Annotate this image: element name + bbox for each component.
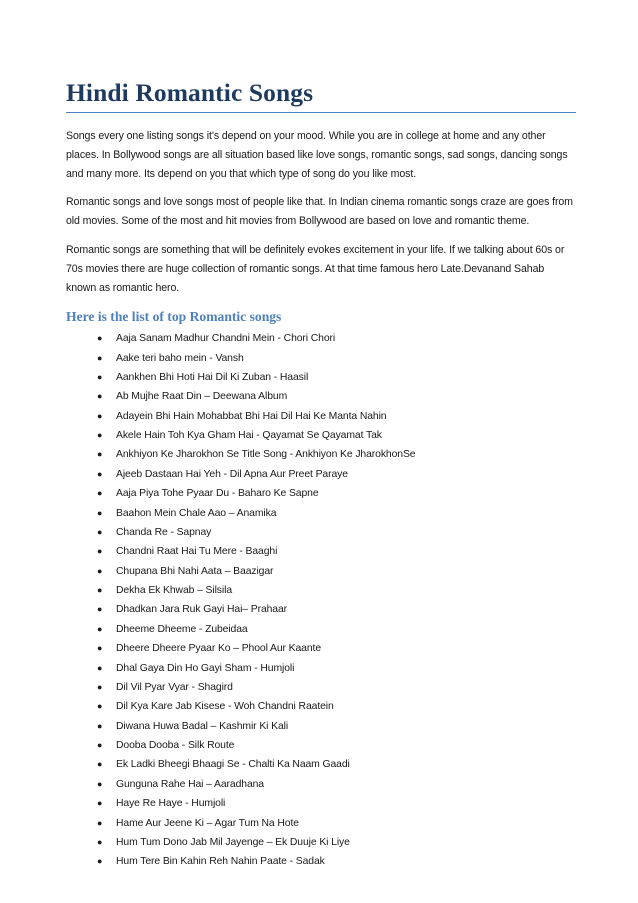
intro-paragraph-1: Songs every one listing songs it’s depend on your mood. While you are in college at home and any other places. In Bollywood songs are all situation based like love songs, romantic songs, sad songs, dancing songs and many more. Its depend on you that which type of song do you like most. (66, 129, 568, 180)
bullet-icon: ● (97, 643, 103, 654)
bullet-icon: ● (97, 430, 103, 441)
song-list (66, 329, 576, 872)
bullet-icon: ● (97, 410, 103, 421)
list-item (66, 639, 576, 658)
bullet-icon: ● (97, 391, 103, 402)
bullet-icon: ● (97, 507, 103, 518)
list-item (66, 465, 576, 484)
song-title: Hame Aur Jeene Ki – Agar Tum Na Hote (116, 817, 299, 829)
list-item (66, 581, 576, 600)
bullet-icon: ● (97, 526, 103, 537)
bullet-icon: ● (97, 662, 103, 673)
list-item (66, 678, 576, 697)
document-title: Hindi Romantic Songs (66, 78, 576, 113)
song-title: Baahon Mein Chale Aao – Anamika (116, 507, 277, 519)
song-title: Dhal Gaya Din Ho Gayi Sham - Humjoli (116, 662, 295, 674)
list-item (66, 600, 576, 619)
list-item (66, 620, 576, 639)
song-title: Haye Re Haye - Humjoli (116, 798, 226, 810)
song-title: Aaja Sanam Madhur Chandni Mein - Chori Chori (116, 333, 336, 345)
list-item (66, 814, 576, 833)
list-item (66, 407, 576, 426)
song-title: Ajeeb Dastaan Hai Yeh - Dil Apna Aur Preet Paraye (116, 468, 348, 480)
bullet-icon: ● (97, 720, 103, 731)
bullet-icon: ● (97, 759, 103, 770)
song-title: Dheeme Dheeme - Zubeidaa (116, 623, 248, 635)
bullet-icon: ● (97, 585, 103, 596)
list-item (66, 794, 576, 813)
bullet-icon: ● (97, 778, 103, 789)
bullet-icon: ● (97, 333, 103, 344)
song-title: Ab Mujhe Raat Din – Deewana Album (116, 391, 288, 403)
list-item (66, 542, 576, 561)
song-title: Dil Kya Kare Jab Kisese - Woh Chandni Raatein (116, 701, 334, 713)
document-page (66, 78, 576, 872)
bullet-icon: ● (97, 681, 103, 692)
song-title: Hum Tum Dono Jab Mil Jayenge – Ek Duuje Ki Liye (116, 836, 350, 848)
song-title: Diwana Huwa Badal – Kashmir Ki Kali (116, 720, 289, 732)
song-title: Ek Ladki Bheegi Bhaagi Se - Chalti Ka Naam Gaadi (116, 759, 350, 771)
bullet-icon: ● (97, 468, 103, 479)
intro-paragraph-3: Romantic songs are something that will be definitely evokes excitement in your life. If we talking about 60s or 70s movies there are huge collection of romantic songs. At that time famous hero Late.Devanand Sahab known as romantic hero. (66, 243, 565, 295)
bullet-icon: ● (97, 836, 103, 847)
song-title: Akele Hain Toh Kya Gham Hai - Qayamat Se Qayamat Tak (116, 430, 382, 442)
song-list-heading: Here is the list of top Romantic songs (66, 309, 282, 325)
list-item (66, 852, 576, 871)
list-item (66, 717, 576, 736)
song-title: Chandni Raat Hai Tu Mere - Baaghi (116, 546, 278, 558)
bullet-icon: ● (97, 817, 103, 828)
bullet-icon: ● (97, 449, 103, 460)
song-title: Chanda Re - Sapnay (116, 526, 212, 538)
list-item (66, 523, 576, 542)
list-item (66, 697, 576, 716)
song-title: Adayein Bhi Hain Mohabbat Bhi Hai Dil Hai Ke Manta Nahin (116, 410, 387, 422)
song-title: Aaja Piya Tohe Pyaar Du - Baharo Ke Sapne (116, 488, 319, 500)
list-item (66, 562, 576, 581)
intro-paragraph-2: Romantic songs and love songs most of people like that. In Indian cinema romantic songs craze are goes from old movies. Some of the most and hit movies from Bollywood are based on love and romantic theme. (66, 196, 573, 228)
song-title: Dil Vil Pyar Vyar - Shagird (116, 681, 233, 693)
list-item (66, 329, 576, 348)
list-item (66, 445, 576, 464)
bullet-icon: ● (97, 740, 103, 751)
bullet-icon: ● (97, 565, 103, 576)
list-item (66, 349, 576, 368)
bullet-icon: ● (97, 604, 103, 615)
list-item (66, 833, 576, 852)
list-item (66, 504, 576, 523)
bullet-icon: ● (97, 623, 103, 634)
song-title: Chupana Bhi Nahi Aata – Baazigar (116, 565, 274, 577)
song-title: Dheere Dheere Pyaar Ko – Phool Aur Kaante (116, 643, 322, 655)
song-title: Ankhiyon Ke Jharokhon Se Title Song - Ankhiyon Ke JharokhonSe (116, 449, 416, 461)
list-item (66, 368, 576, 387)
bullet-icon: ● (97, 546, 103, 557)
list-item (66, 736, 576, 755)
song-title: Gunguna Rahe Hai – Aaradhana (116, 778, 264, 790)
list-item (66, 755, 576, 774)
song-title: Dhadkan Jara Ruk Gayi Hai– Prahaar (116, 604, 288, 616)
list-item (66, 484, 576, 503)
bullet-icon: ● (97, 798, 103, 809)
bullet-icon: ● (97, 701, 103, 712)
bullet-icon: ● (97, 856, 103, 867)
bullet-icon: ● (97, 371, 103, 382)
song-title: Aake teri baho mein - Vansh (116, 352, 244, 364)
list-item (66, 659, 576, 678)
bullet-icon: ● (97, 488, 103, 499)
song-title: Dooba Dooba - Silk Route (116, 740, 235, 752)
song-title: Hum Tere Bin Kahin Reh Nahin Paate - Sadak (116, 856, 325, 868)
song-title: Aankhen Bhi Hoti Hai Dil Ki Zuban - Haasil (116, 371, 309, 383)
list-item (66, 387, 576, 406)
song-title: Dekha Ek Khwab – Silsila (116, 585, 232, 597)
bullet-icon: ● (97, 352, 103, 363)
list-item (66, 426, 576, 445)
list-item (66, 775, 576, 794)
